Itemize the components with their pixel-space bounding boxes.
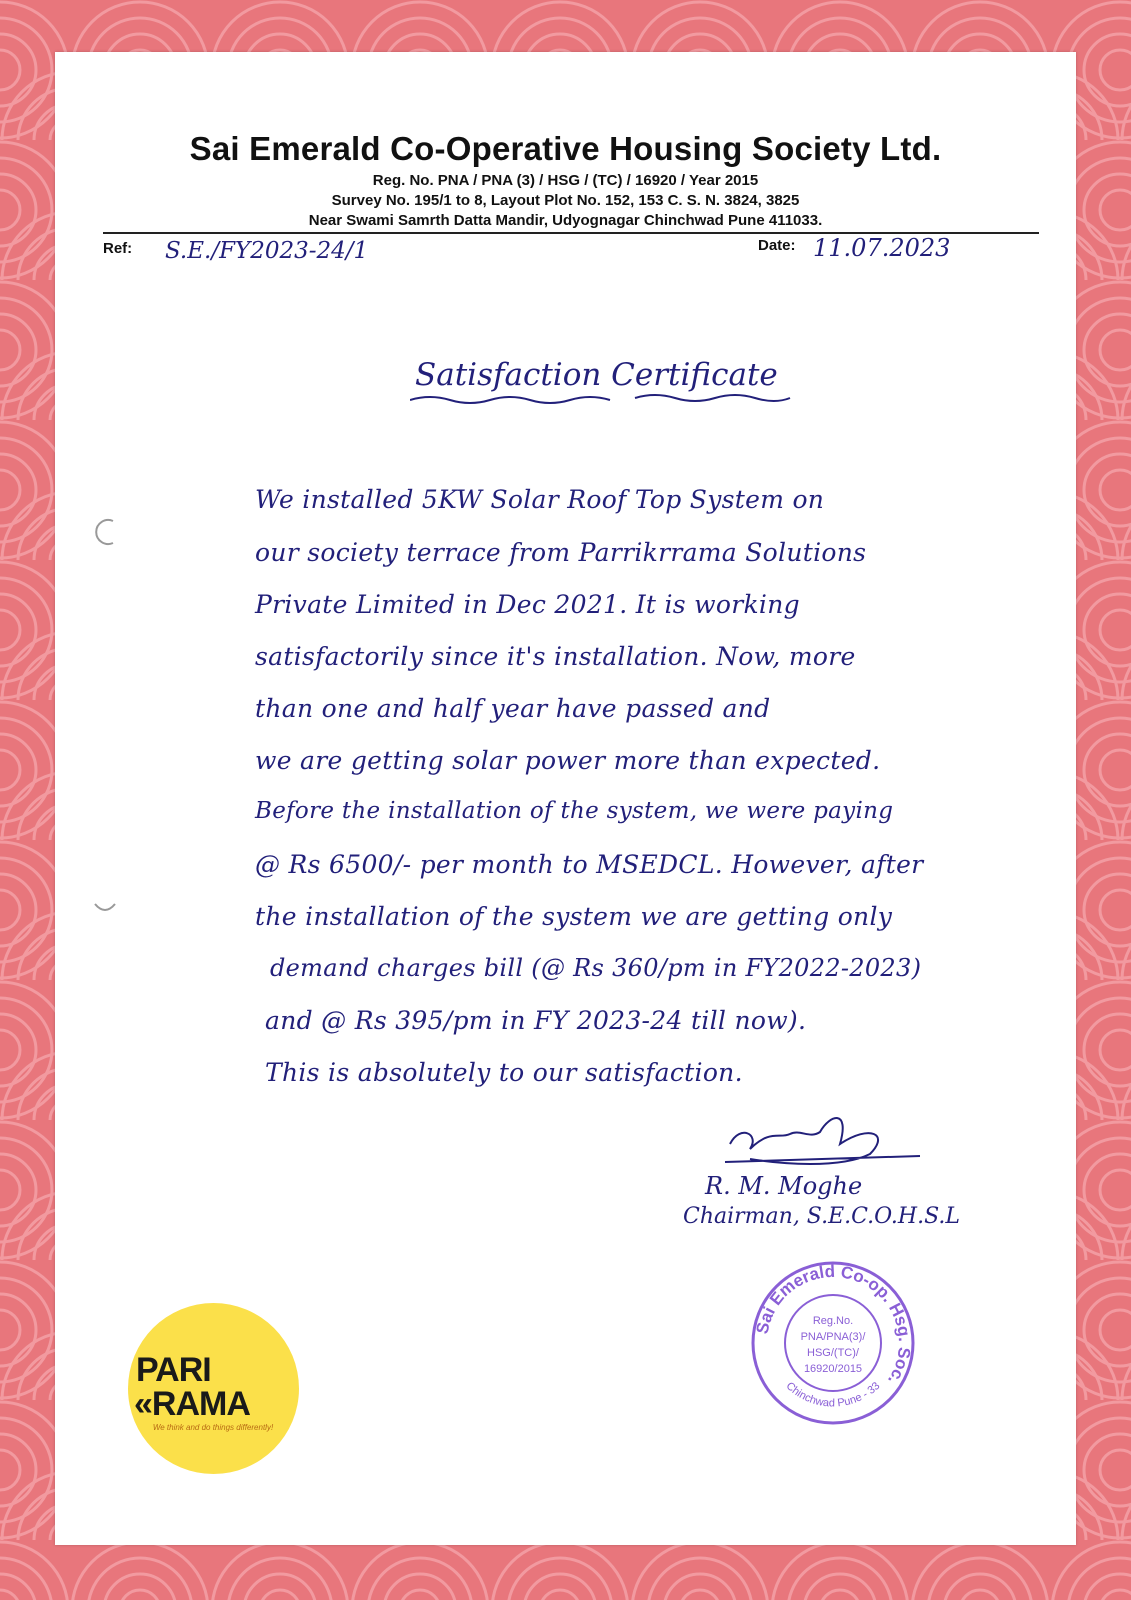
society-address: Near Swami Samrth Datta Mandir, Udyognagar Chinchwad Pune 411033. bbox=[308, 212, 823, 229]
signatory-name: R. M. Moghe bbox=[705, 1172, 863, 1200]
stamp-center-line: Reg.No. bbox=[812, 1315, 854, 1327]
society-name: Sai Emerald Co-Operative Housing Society Ltd. bbox=[189, 130, 942, 167]
stamp-center-line: 16920/2015 bbox=[803, 1363, 863, 1375]
body-line-4: satisfactorily since it's installation. Now, more bbox=[255, 642, 856, 671]
survey-details: Survey No. 195/1 to 8, Layout Plot No. 152, 153 C. S. N. 3824, 3825 bbox=[331, 192, 800, 209]
body-line-8: @ Rs 6500/- per month to MSEDCL. However, after bbox=[255, 850, 924, 879]
body-line-7: Before the installation of the system, we were paying bbox=[255, 798, 894, 824]
registration-number: Reg. No. PNA / PNA (3) / HSG / (TC) / 16920 / Year 2015 bbox=[372, 172, 759, 189]
stamp-center-line: PNA/PNA(3)/ bbox=[800, 1331, 866, 1343]
logo-tagline: We think and do things differently! bbox=[152, 1423, 274, 1432]
body-line-3: Private Limited in Dec 2021. It is working bbox=[255, 590, 800, 619]
body-line-10: demand charges bill (@ Rs 360/pm in FY2022-2023) bbox=[270, 954, 922, 982]
parikrama-logo bbox=[128, 1303, 299, 1474]
stamp-ring-text: Sai Emerald Co-op. Hsg. Soc. bbox=[752, 1261, 915, 1389]
logo-line-1: PARI bbox=[136, 1351, 211, 1389]
logo-line-2: «RAMA bbox=[134, 1385, 250, 1423]
stamp-bottom-text: Chinchwad Pune - 33 bbox=[783, 1379, 883, 1410]
ref-label: Ref: bbox=[103, 240, 133, 257]
body-line-11: and @ Rs 395/pm in FY 2023-24 till now). bbox=[265, 1006, 807, 1035]
punch-hole-mark bbox=[93, 900, 117, 928]
certificate-title: Satisfaction Certificate bbox=[415, 357, 778, 393]
date-label: Date: bbox=[758, 237, 796, 254]
punch-hole-mark bbox=[95, 518, 119, 546]
society-stamp bbox=[748, 1258, 918, 1428]
body-line-2: our society terrace from Parrikrrama Solutions bbox=[255, 538, 867, 567]
body-line-5: than one and half year have passed and bbox=[255, 694, 771, 723]
body-line-1: We installed 5KW Solar Roof Top System on bbox=[255, 485, 825, 514]
ref-value: S.E./FY2023-24/1 bbox=[165, 238, 369, 264]
signatory-designation: Chairman, S.E.C.O.H.S.L bbox=[683, 1204, 960, 1229]
body-line-9: the installation of the system we are getting only bbox=[255, 902, 893, 931]
title-underline bbox=[410, 392, 800, 410]
signature-scribble bbox=[720, 1104, 930, 1174]
svg-text:Chinchwad Pune - 33 bbox=[784, 1380, 883, 1410]
body-line-6: we are getting solar power more than expected. bbox=[255, 746, 881, 775]
stamp-center-line: HSG/(TC)/ bbox=[807, 1347, 859, 1359]
body-line-12: This is absolutely to our satisfaction. bbox=[265, 1058, 743, 1087]
date-value: 11.07.2023 bbox=[813, 234, 951, 262]
